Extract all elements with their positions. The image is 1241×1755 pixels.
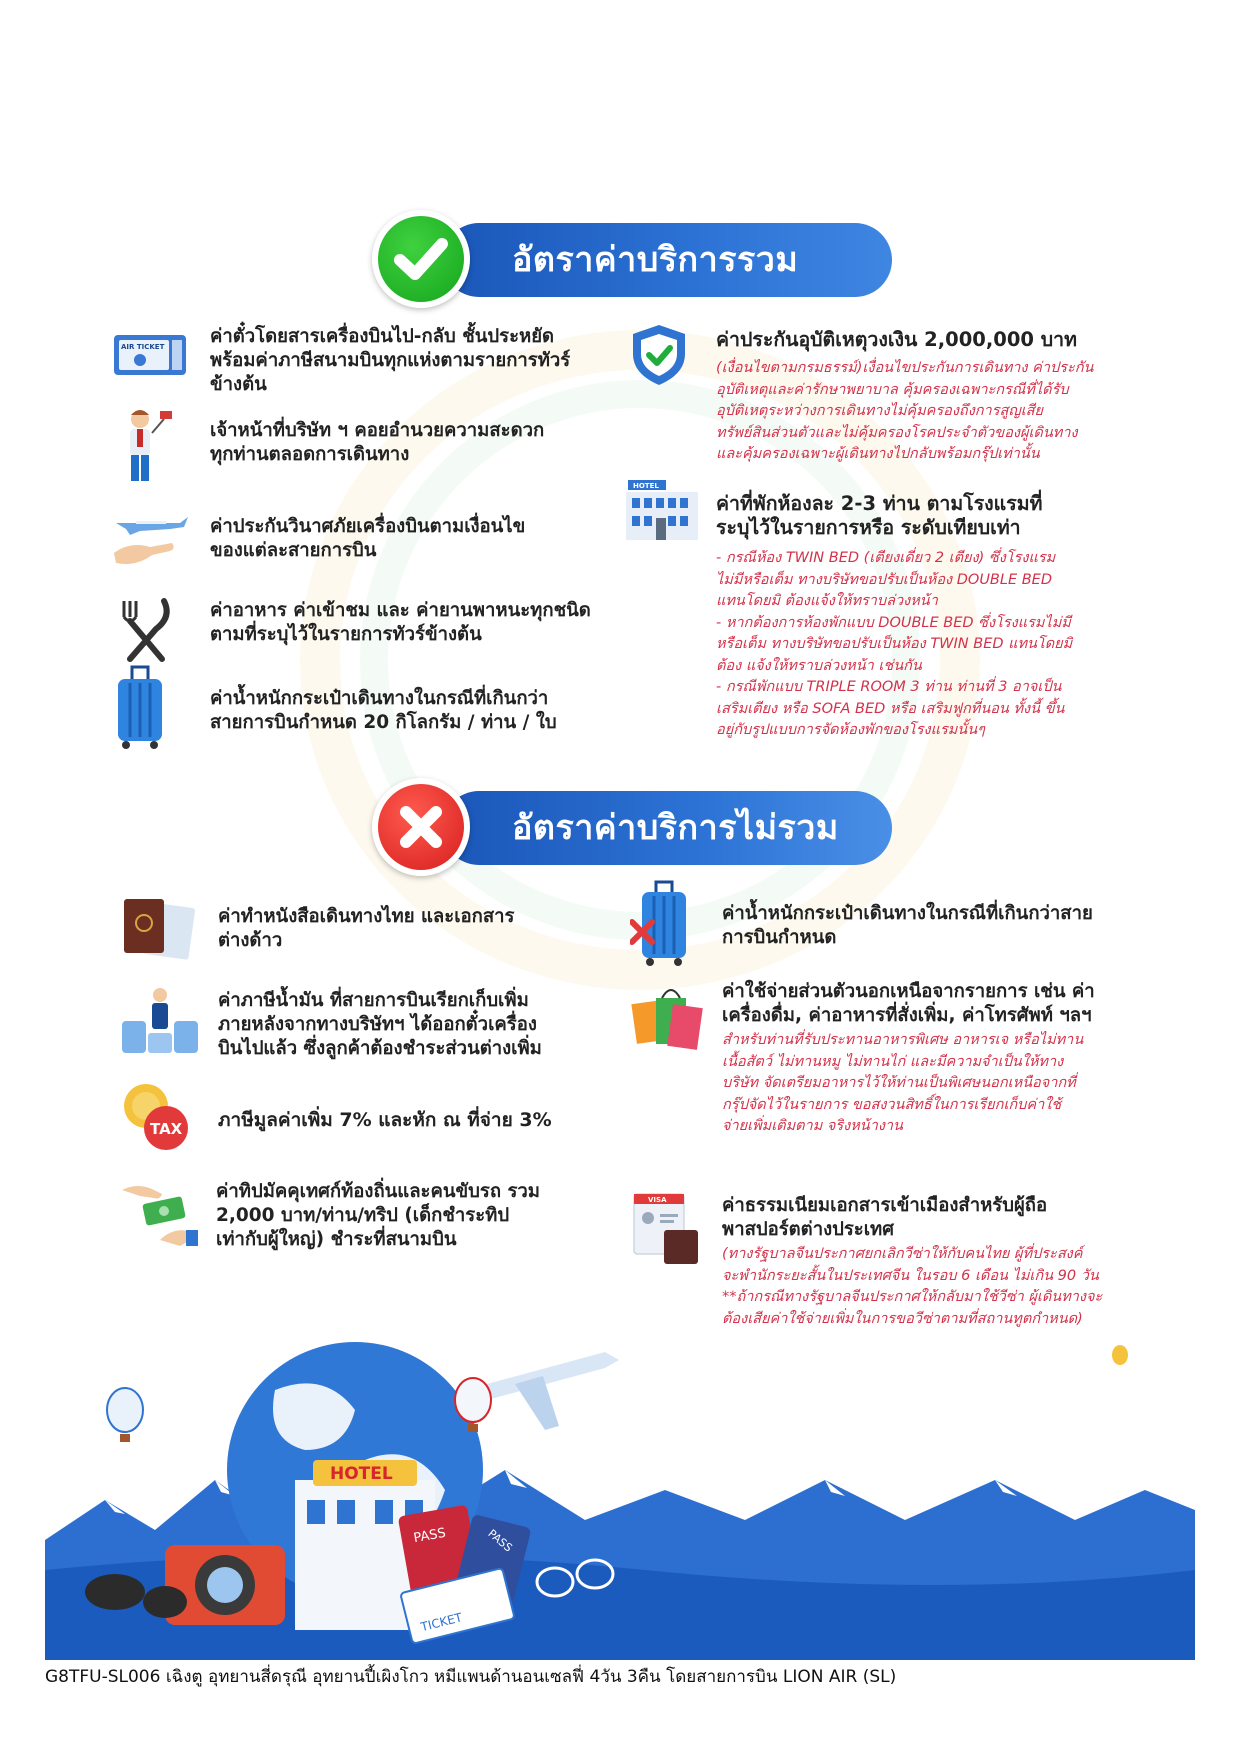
item-line: ตามที่ระบุไว้ในรายการทัวร์ข้างต้น — [210, 624, 482, 645]
cross-icon — [372, 778, 470, 876]
item-line: ค่าอาหาร ค่าเข้าชม และ ค่ายานพาหนะทุกชนิด — [210, 600, 591, 621]
fuel-surcharge-icon — [120, 985, 198, 1063]
checkmark-icon — [372, 210, 470, 308]
item-line: ค่าใช้จ่ายส่วนตัวนอกเหนือจากรายการ เช่น ค่า — [722, 981, 1095, 1002]
luggage-icon — [110, 665, 188, 743]
note-line: (เงื่อนไขตามกรมธรรม์)เงื่อนไขประกันการเดินทาง ค่าประกัน — [716, 360, 1094, 376]
tax-icon — [118, 1080, 196, 1158]
note-line: เสริมเตียง หรือ SOFA BED หรือ เสริมฟูกที่นอน ทั้งนี้ ขึ้น — [716, 700, 1065, 717]
footer-tour-code: G8TFU-SL006 เฉิงตู อุทยานสี่ดรุณี อุทยานปี้เผิงโกว หมีแพนด้านอนเซลฟี่ 4วัน 3คืน โดยสายการบิน LION AIR (SL) — [45, 1667, 897, 1687]
item-line: ของแต่ละสายการบิน — [210, 540, 377, 561]
tip-money-icon — [120, 1180, 198, 1258]
hotel-sign: HOTEL — [330, 1464, 393, 1484]
hotel-icon-label: HOTEL — [633, 482, 659, 490]
item-line: ต่างด้าว — [218, 930, 283, 951]
pass-label: PASS — [485, 1526, 515, 1555]
note-line: (ทางรัฐบาลจีนประกาศยกเลิกวีซ่าให้กับคนไทย ผู้ที่ประสงค์ — [722, 1246, 1083, 1262]
hotel-title-line: ค่าที่พักห้องละ 2-3 ท่าน ตามโรงแรมที่ — [716, 492, 1043, 515]
item-line: ภายหลังจากทางบริษัทฯ ได้ออกตั๋วเครื่อง — [218, 1014, 537, 1035]
item-line: ค่าทำหนังสือเดินทางไทย และเอกสาร — [218, 906, 515, 927]
shopping-bags-icon — [630, 976, 708, 1054]
item-line: ภาษีมูลค่าเพิ่ม 7% และหัก ณ ที่จ่าย 3% — [218, 1109, 552, 1131]
item-line: ค่าธรรมเนียมเอกสารเข้าเมืองสำหรับผู้ถือ — [722, 1195, 1048, 1216]
hotel-icon — [622, 478, 700, 556]
note-line: เนื้อสัตว์ ไม่ทานหมู ไม่ทานไก่ และมีความจำเป็นให้ทาง — [722, 1053, 1064, 1070]
camera-icon — [165, 1545, 285, 1625]
passport-icon — [120, 895, 198, 973]
item-line: ค่าน้ำหนักกระเป๋าเดินทางในกรณีที่เกินกว่าสาย — [722, 903, 1093, 924]
item-line: 2,000 บาท/ท่าน/ทริป (เด็กชำระทิป — [216, 1205, 510, 1226]
note-line: อยู่กับรูปแบบการจัดห้องพักของโรงแรมนั้นๆ — [716, 722, 985, 738]
item-line: เครื่องดื่ม, ค่าอาหารที่สั่งเพิ่ม, ค่าโทรศัพท์ ฯลฯ — [722, 1005, 1092, 1026]
pass-label: PASS — [412, 1525, 448, 1547]
note-line: ไม่มีหรือเต็ม ทางบริษัทขอปรับเป็นห้อง DOUBLE BED — [716, 571, 1052, 588]
note-line: จะพำนักระยะสั้นในประเทศจีน ในรอบ 6 เดือน ไม่เกิน 90 วัน — [722, 1267, 1099, 1284]
note-line: ทรัพย์สินส่วนตัวและไม่คุ้มครองโรคประจำตัวของผู้เดินทาง — [716, 424, 1078, 441]
airplane-insurance-icon — [110, 505, 188, 583]
ticket-label: TICKET — [419, 1610, 464, 1635]
svg-text:AIR TICKET: AIR TICKET — [121, 343, 165, 351]
item-line: ค่าประกันวินาศภัยเครื่องบินตามเงื่อนไข — [210, 516, 526, 537]
note-line: อุบัติเหตุระหว่างการเดินทางไม่คุ้มครองถึงการสูญเสีย — [716, 403, 1043, 419]
note-line: แทนโดยมิ ต้องแจ้งให้ทราบล่วงหน้า — [716, 593, 938, 609]
hotel-title-line: ระบุไว้ในรายการหรือ ระดับเทียบเท่า — [716, 516, 1021, 539]
note-line: อุบัติเหตุและค่ารักษาพยาบาล คุ้มครองเฉพาะกรณีที่ได้รับ — [716, 381, 1069, 398]
note-line: ต้อง แจ้งให้ทราบล่วงหน้า เช่นกัน — [716, 657, 922, 674]
fork-knife-icon — [110, 595, 188, 673]
included-banner — [372, 210, 892, 306]
visa-icon — [630, 1190, 708, 1268]
excluded-banner — [372, 778, 892, 874]
note-line: บริษัท จัดเตรียมอาหารไว้ให้ท่านเป็นพิเศษนอกเหนือจากที่ — [722, 1075, 1076, 1091]
note-line: และคุ้มครองเฉพาะผู้เดินทางไปกลับพร้อมกรุ๊ปเท่านั้น — [716, 446, 1040, 462]
travel-illustration — [45, 1330, 1195, 1660]
item-line: ค่าทิปมัคคุเทศก์ท้องถิ่นและคนขับรถ รวม — [216, 1181, 541, 1202]
item-line: การบินกำหนด — [722, 927, 837, 948]
hot-air-balloon-icon — [1112, 1345, 1128, 1365]
note-line: หรือเต็ม ทางบริษัทขอปรับเป็นห้อง TWIN BED แทนโดยมิ — [716, 636, 1073, 652]
included-title: อัตราค่าบริการรวม — [442, 223, 892, 297]
note-line: - กรณีพักแบบ TRIPLE ROOM 3 ท่าน ท่านที่ 3 อาจเป็น — [716, 679, 1062, 695]
item-line: ค่าภาษีน้ำมัน ที่สายการบินเรียกเก็บเพิ่ม — [218, 990, 529, 1011]
item-line: ค่าตั๋วโดยสารเครื่องบินไป-กลับ ชั้นประหยัด — [210, 326, 555, 347]
item-line: พาสปอร์ตต่างประเทศ — [722, 1219, 894, 1240]
item-line: พร้อมค่าภาษีสนามบินทุกแห่งตามรายการทัวร์ — [210, 350, 571, 371]
note-line: จ่ายเพิ่มเติมตาม จริงหน้างาน — [722, 1118, 903, 1134]
note-line: **ถ้ากรณีทางรัฐบาลจีนประกาศให้กลับมาใช้วีซ่า ผู้เดินทางจะ — [722, 1289, 1103, 1305]
item-line: เท่ากับผู้ใหญ่) ชำระที่สนามบิน — [216, 1229, 457, 1250]
item-line: ทุกท่านตลอดการเดินทาง — [210, 444, 410, 465]
note-line: ต้องเสียค่าใช้จ่ายเพิ่มในการขอวีซ่าตามที่สถานทูตกำหนด) — [722, 1310, 1083, 1327]
item-line: ข้างต้น — [210, 374, 267, 395]
tax-icon-label: TAX — [150, 1120, 183, 1138]
excluded-title: อัตราค่าบริการไม่รวม — [442, 791, 892, 865]
insurance-title: ค่าประกันอุบัติเหตุวงเงิน 2,000,000 บาท — [716, 328, 1077, 351]
item-line: บินไปแล้ว ซึ่งลูกค้าต้องชำระส่วนต่างเพิ่ม — [218, 1038, 542, 1059]
note-line: - กรณีห้อง TWIN BED (เตียงเดี่ยว 2 เตียง) ซึ่งโรงแรม — [716, 550, 1056, 566]
air-ticket-icon — [110, 325, 188, 403]
shield-check-icon — [628, 322, 706, 400]
note-line: สำหรับท่านที่รับประทานอาหารพิเศษ อาหารเจ หรือไม่ทาน — [722, 1032, 1084, 1048]
note-line: - หากต้องการห้องพักแบบ DOUBLE BED ซึ่งโรงแรมไม่มี — [716, 614, 1071, 631]
visa-icon-label: VISA — [648, 1196, 667, 1204]
item-line: ค่าน้ำหนักกระเป๋าเดินทางในกรณีที่เกินกว่า — [210, 688, 549, 709]
item-line: เจ้าหน้าที่บริษัท ฯ คอยอำนวยความสะดวก — [210, 420, 545, 441]
note-line: กรุ๊ปจัดไว้ในรายการ ขอสงวนสิทธิ์ในการเรียกเก็บค่าใช้ — [722, 1096, 1062, 1113]
luggage-cross-icon — [630, 880, 708, 958]
hot-air-balloon-icon — [107, 1388, 143, 1442]
item-line: สายการบินกำหนด 20 กิโลกรัม / ท่าน / ใบ — [210, 712, 557, 733]
tour-guide-icon — [110, 405, 188, 483]
